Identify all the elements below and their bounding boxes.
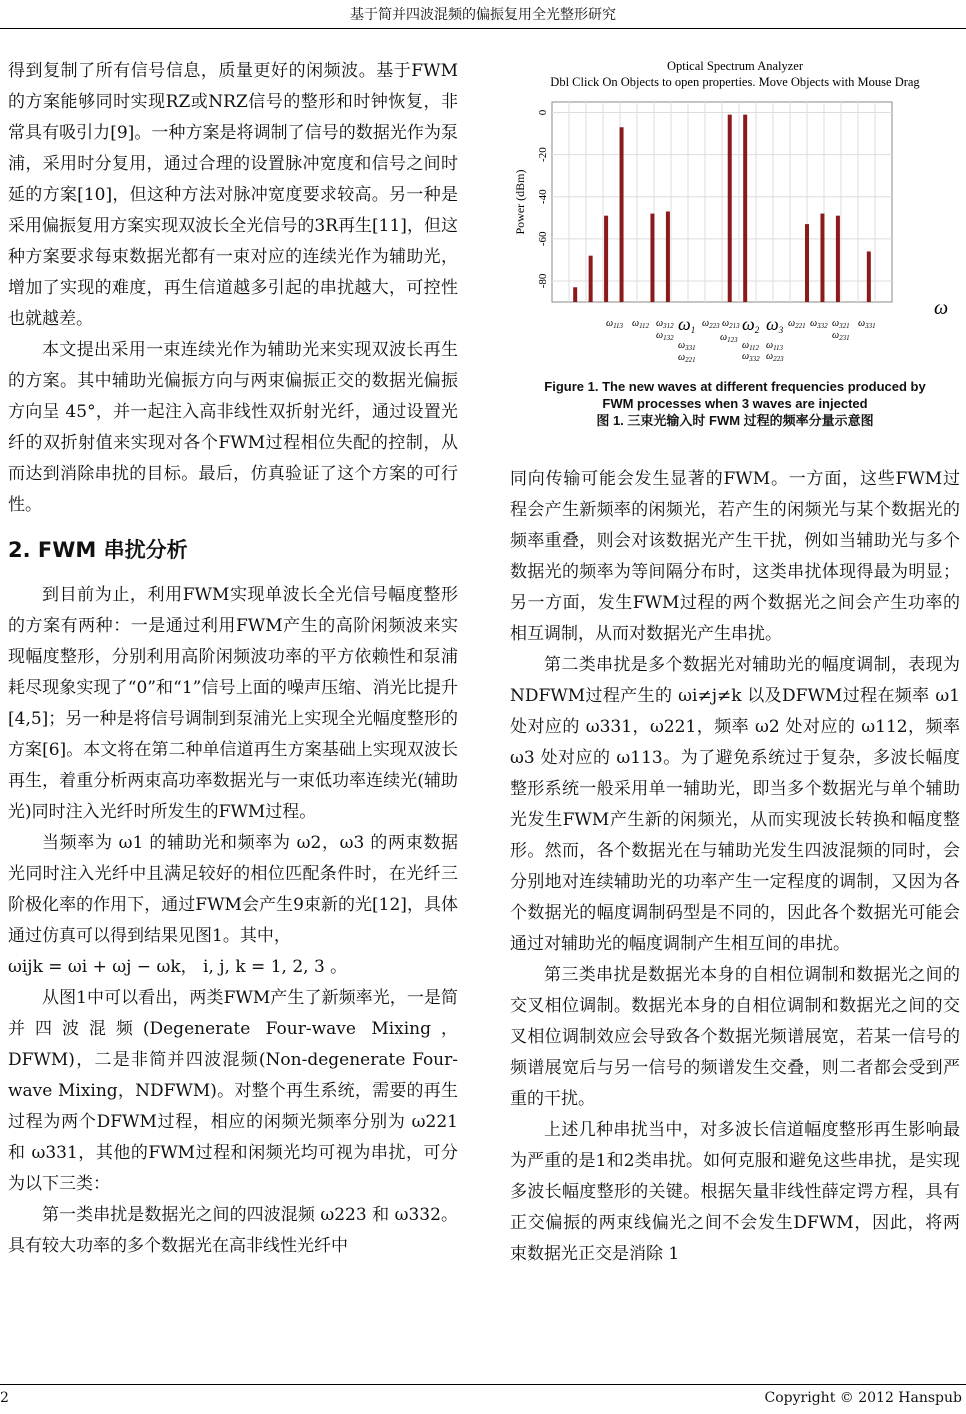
- spectrum-chart: [506, 56, 964, 372]
- paragraph: 第三类串扰是数据光本身的自相位调制和数据光之间的交叉相位调制。数据光本身的自相位调制和数据光之间的交叉相位调制效应会导致各个数据光频谱展宽，若某一信号的频谱展宽后与另一信号的频谱发生交叠，则二者都会受到严重的干扰。: [510, 965, 960, 1109]
- paragraph: 第二类串扰是多个数据光对辅助光的幅度调制，表现为NDFWM过程产生的 ωi≠j≠k 以及DFWM过程在频率 ω1 处对应的 ω331，ω221，频率 ω2 处对应的 ω112，频率 ω3 处对应的 ω113。为了避免系统过于复杂，多波长幅度整形系统一般采用单一辅助光，即当多个数据光与单个辅助光发生FWM产生新的闲频光，从而实现波长转换和幅度整形。然而，各个数据光在与辅助光发生四波混频的同时，会分别地对连续辅助光的功率产生一定程度的调制，又因为各个数据光的幅度调制码型是不同的，因此各个数据光可能会通过对辅助光的幅度调制产生相互间的串扰。: [510, 655, 960, 954]
- spectrum-bar: [820, 214, 824, 302]
- freq-label: $\omega_{231}$: [832, 330, 850, 342]
- omega-axis-label: ω: [934, 297, 949, 319]
- equation: ωijk = ωi + ωj − ωk， i, j, k = 1, 2, 3 。: [8, 957, 348, 977]
- frequency-labels: [606, 314, 876, 364]
- figure-1: [506, 56, 964, 376]
- caption-cn: 图 1. 三束光输入时 FWM 过程的频率分量示意图: [596, 413, 874, 428]
- freq-label: $\omega_{312}$: [656, 318, 674, 330]
- paragraph: 第一类串扰是数据光之间的四波混频 ω223 和 ω332。具有较大功率的多个数据光在高非线性光纤中: [8, 1205, 458, 1256]
- freq-label: $\omega_{132}$: [656, 330, 674, 342]
- freq-label: $\omega_{123}$: [720, 332, 738, 344]
- freq-label: $\omega_{332}$: [742, 351, 760, 363]
- paragraph: 本文提出采用一束连续光作为辅助光来实现双波长再生的方案。其中辅助光偏振方向与两束偏振正交的数据光偏振方向呈 45°，并一起注入高非线性双折射光纤，通过设置光纤的双折射值来实现对各个FWM过程相位失配的控制，从而达到消除串扰的目标。最后，仿真验证了这个方案的可行性。: [8, 340, 458, 515]
- y-axis-label: Power (dBm): [513, 169, 527, 235]
- freq-label: $\omega_{221}$: [678, 352, 696, 364]
- y-tick-label: -80: [537, 273, 549, 289]
- freq-label: ω1: [678, 314, 696, 335]
- spectrum-bar: [604, 216, 608, 302]
- copyright: Copyright © 2012 Hanspub: [764, 1390, 962, 1406]
- section-heading: 2. FWM 串扰分析: [8, 538, 188, 562]
- freq-label: $\omega_{331}$: [678, 340, 696, 352]
- caption-en: FWM processes when 3 waves are injected: [602, 396, 868, 411]
- freq-label: ω3: [766, 314, 784, 335]
- spectrum-bar: [867, 251, 871, 302]
- spectrum-bar: [620, 127, 624, 302]
- spectrum-bar: [573, 287, 577, 302]
- freq-label: $\omega_{321}$: [832, 318, 850, 330]
- freq-label: ω2: [742, 314, 760, 335]
- freq-label: $\omega_{221}$: [788, 318, 806, 330]
- freq-label: $\omega_{332}$: [810, 318, 828, 330]
- paragraph: 得到复制了所有信号信息，质量更好的闲频波。基于FWM的方案能够同时实现RZ或NRZ信号的整形和时钟恢复，非常具有吸引力[9]。一种方案是将调制了信号的数据光作为泵浦，采用时分复用，通过合理的设置脉冲宽度和信号之间时延的方案[10]，但这种方法对脉冲宽度要求较高。另一种是采用偏振复用方案实现双波长全光信号的3R再生[11]，但这种方案要求每束数据光都有一束对应的连续光作为辅助光，增加了实现的难度，再生信道越多引起的串扰越大，可控性也就越差。: [8, 61, 458, 329]
- running-header: 基于简并四波混频的偏振复用全光整形研究: [350, 7, 616, 23]
- grid: [552, 102, 892, 302]
- freq-label: $\omega_{223}$: [702, 318, 720, 330]
- freq-label: $\omega_{223}$: [766, 351, 784, 363]
- spectrum-bar: [836, 216, 840, 302]
- y-tick-label: 0: [537, 109, 549, 116]
- paragraph: 从图1中可以看出，两类FWM产生了新频率光，一是简并四波混频(Degenerate Four-wave Mixing，DFWM)，二是非简并四波混频(Non-degenerate Four-wave Mixing，NDFWM)。对整个再生系统，需要的再生过程为两个DFWM过程，相应的闲频光频率分别为 ω221 和 ω331，其他的FWM过程和闲频光均可视为串扰，可分为以下三类：: [8, 988, 458, 1194]
- freq-label: $\omega_{113}$: [766, 340, 784, 352]
- spectrum-bar: [589, 256, 593, 302]
- freq-label: $\omega_{331}$: [858, 318, 876, 330]
- page-number: 2: [0, 1390, 9, 1406]
- y-tick-label: -40: [537, 189, 549, 205]
- left-column: [8, 56, 458, 1262]
- freq-label: $\omega_{113}$: [606, 318, 624, 330]
- y-tick-label: -60: [537, 231, 549, 247]
- freq-label: $\omega_{112}$: [632, 318, 650, 330]
- freq-label: $\omega_{112}$: [742, 340, 760, 352]
- spectrum-bar: [666, 211, 670, 302]
- freq-label: $\omega_{213}$: [722, 318, 740, 330]
- y-ticks: [537, 109, 549, 288]
- spectrum-bar: [650, 214, 654, 302]
- spectrum-bar: [743, 115, 747, 302]
- right-column: [510, 464, 960, 1270]
- y-tick-label: -20: [537, 147, 549, 162]
- footer-rule: [0, 1384, 966, 1385]
- header-rule: [0, 28, 966, 29]
- spectrum-bar: [728, 115, 732, 302]
- chart-subtitle: Dbl Click On Objects to open properties. Move Objects with Mouse Drag: [550, 75, 920, 89]
- paragraph: 当频率为 ω1 的辅助光和频率为 ω2，ω3 的两束数据光同时注入光纤中且满足较好的相位匹配条件时，在光纤三阶极化率的作用下，通过FWM会产生9束新的光[12]，具体通过仿真可以得到结果见图1。其中，: [8, 833, 458, 946]
- spectrum-bar: [805, 224, 809, 302]
- figure-caption: [506, 378, 964, 429]
- paragraph: 同向传输可能会发生显著的FWM。一方面，这些FWM过程会产生新频率的闲频光，若产生的闲频光与某个数据光的频率重叠，则会对该数据光产生干扰，例如当辅助光与多个数据光的频率为等间隔分布时，这类串扰体现得最为明显；另一方面，发生FWM过程的两个数据光之间会产生功率的相互调制，从而对数据光产生串扰。: [510, 469, 960, 644]
- chart-title: Optical Spectrum Analyzer: [666, 59, 804, 73]
- paragraph: 上述几种串扰当中，对多波长信道幅度整形再生影响最为严重的是1和2类串扰。如何克服和避免这些串扰，是实现多波长幅度整形的关键。根据矢量非线性薛定谔方程，具有正交偏振的两束线偏光之间不会发生DFWM，因此，将两束数据光正交是消除 1: [510, 1120, 960, 1264]
- paragraph: 到目前为止，利用FWM实现单波长全光信号幅度整形的方案有两种：一是通过利用FWM产生的高阶闲频波来实现幅度整形，分别利用高阶闲频波功率的平方依赖性和泵浦耗尽现象实现了“0”和“1”信号上面的噪声压缩、消光比提升[4,5]；另一种是将信号调制到泵浦光上实现全光幅度整形的方案[6]。本文将在第二种单信道再生方案基础上实现双波长再生，着重分析两束高功率数据光与一束低功率连续光(辅助光)同时注入光纤时所发生的FWM过程。: [8, 585, 458, 822]
- caption-en: Figure 1. The new waves at different frequencies produced by: [544, 379, 926, 394]
